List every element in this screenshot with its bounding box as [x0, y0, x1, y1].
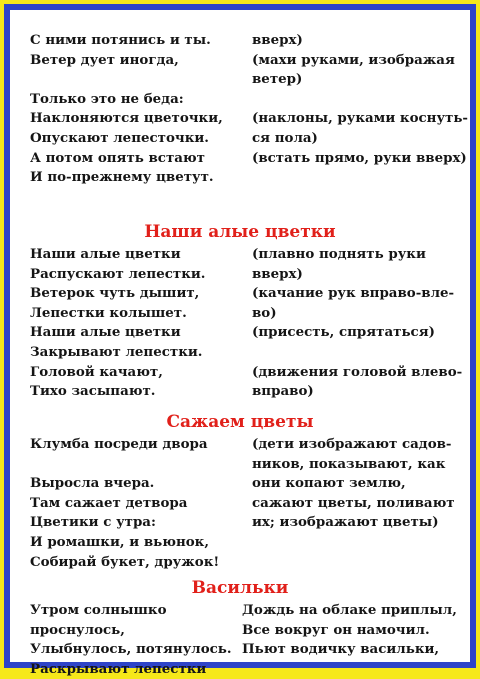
poem-line [30, 322, 460, 342]
poem-line [30, 512, 460, 532]
verse-text: Ветерок чуть дышит, [30, 285, 200, 302]
instruction-text: (наклоны, руками коснуть- [252, 110, 468, 127]
instruction-text: Все вокруг он намочил. [242, 621, 430, 638]
poem-sheet [10, 10, 470, 677]
poem-line [30, 244, 460, 264]
instruction-text: их; изображают цветы) [252, 514, 439, 531]
poem-line [30, 167, 460, 187]
section-heading: Васильки [191, 578, 289, 598]
verse-text: Тихо засыпают. [30, 383, 156, 400]
verse-text: Цветики с утра: [30, 514, 156, 531]
verse-text: Ветер дует иногда, [30, 51, 179, 68]
verse-text: Улыбнулось, потянулось. [30, 641, 232, 658]
instruction-text: сажают цветы, поливают [252, 494, 455, 511]
poem-line [30, 50, 460, 70]
poem-line [30, 659, 460, 679]
section-heading: Сажаем цветы [166, 412, 314, 432]
poem-line [30, 362, 463, 382]
instruction-text: (качание рук вправо-вле- [252, 285, 455, 302]
verse-text: Клумба посреди двора [30, 436, 208, 452]
instruction-text: (плавно поднять руки [252, 246, 426, 262]
poem-line [30, 532, 460, 552]
poem-line [30, 454, 460, 474]
verse-text: Распускают лепестки. [30, 265, 206, 282]
instruction-text: вправо) [252, 383, 314, 400]
verse-text: Утром солнышко [30, 602, 167, 618]
instruction-text: ников, показывают, как [252, 455, 446, 472]
poem-line [30, 264, 460, 284]
verse-text: Лепестки колышет. [30, 304, 187, 321]
verse-text: Головой качают, [30, 363, 163, 380]
poem-line [30, 69, 460, 89]
poem-line [30, 639, 460, 659]
poem-line [30, 381, 460, 401]
verse-text: А потом опять встают [30, 149, 205, 166]
verse-text: Наши алые цветки [30, 324, 181, 341]
instruction-text: во) [252, 304, 277, 321]
verse-text: Наши алые цветки [30, 246, 181, 262]
instruction-text: (махи руками, изображая [252, 51, 455, 68]
poem-line [30, 283, 460, 303]
verse-text: Наклоняются цветочки, [30, 110, 223, 127]
poem-line [30, 108, 468, 128]
poem-line [30, 620, 460, 640]
verse-text: Раскрывают лепестки [30, 660, 207, 677]
instruction-text: они копают землю, [252, 475, 406, 492]
instruction-text: (встать прямо, руки вверх) [252, 149, 467, 166]
poem-line [30, 342, 460, 362]
poem-line [30, 148, 467, 168]
instruction-text: (движения головой влево- [252, 363, 463, 380]
poem-line [30, 493, 460, 513]
instruction-text: вверх) [252, 32, 303, 48]
instruction-text: вверх) [252, 265, 303, 282]
poem-line [30, 303, 460, 323]
verse-text: Только это не беда: [30, 90, 184, 107]
instruction-text: Дождь на облаке приплыл, [242, 602, 457, 618]
instruction-text: ветер) [252, 71, 303, 88]
verse-text: И ромашки, и вьюнок, [30, 534, 210, 550]
section-heading: Наши алые цветки [144, 222, 336, 242]
verse-text: И по-прежнему цветут. [30, 169, 214, 186]
poem-line [30, 128, 460, 148]
poem-line [30, 600, 460, 620]
instruction-text: ся пола) [252, 130, 318, 146]
verse-text: Закрывают лепестки. [30, 344, 203, 360]
verse-text: Опускают лепесточки. [30, 130, 209, 146]
poem-line [30, 434, 460, 454]
instruction-text: (присесть, спрятаться) [252, 324, 435, 341]
instruction-text: Пьют водичку васильки, [242, 641, 440, 658]
verse-text: С ними потянись и ты. [30, 32, 211, 48]
poem-line [30, 30, 460, 50]
verse-text: проснулось, [30, 621, 125, 638]
page-frame [4, 4, 476, 677]
verse-text: Собирай букет, дружок! [30, 553, 220, 570]
verse-text: Там сажает детвора [30, 494, 188, 511]
poem-line [30, 552, 460, 572]
poem-line [30, 473, 460, 493]
instruction-text: (дети изображают садов- [252, 436, 452, 452]
verse-text: Выросла вчера. [30, 475, 155, 492]
poem-line [30, 89, 460, 109]
